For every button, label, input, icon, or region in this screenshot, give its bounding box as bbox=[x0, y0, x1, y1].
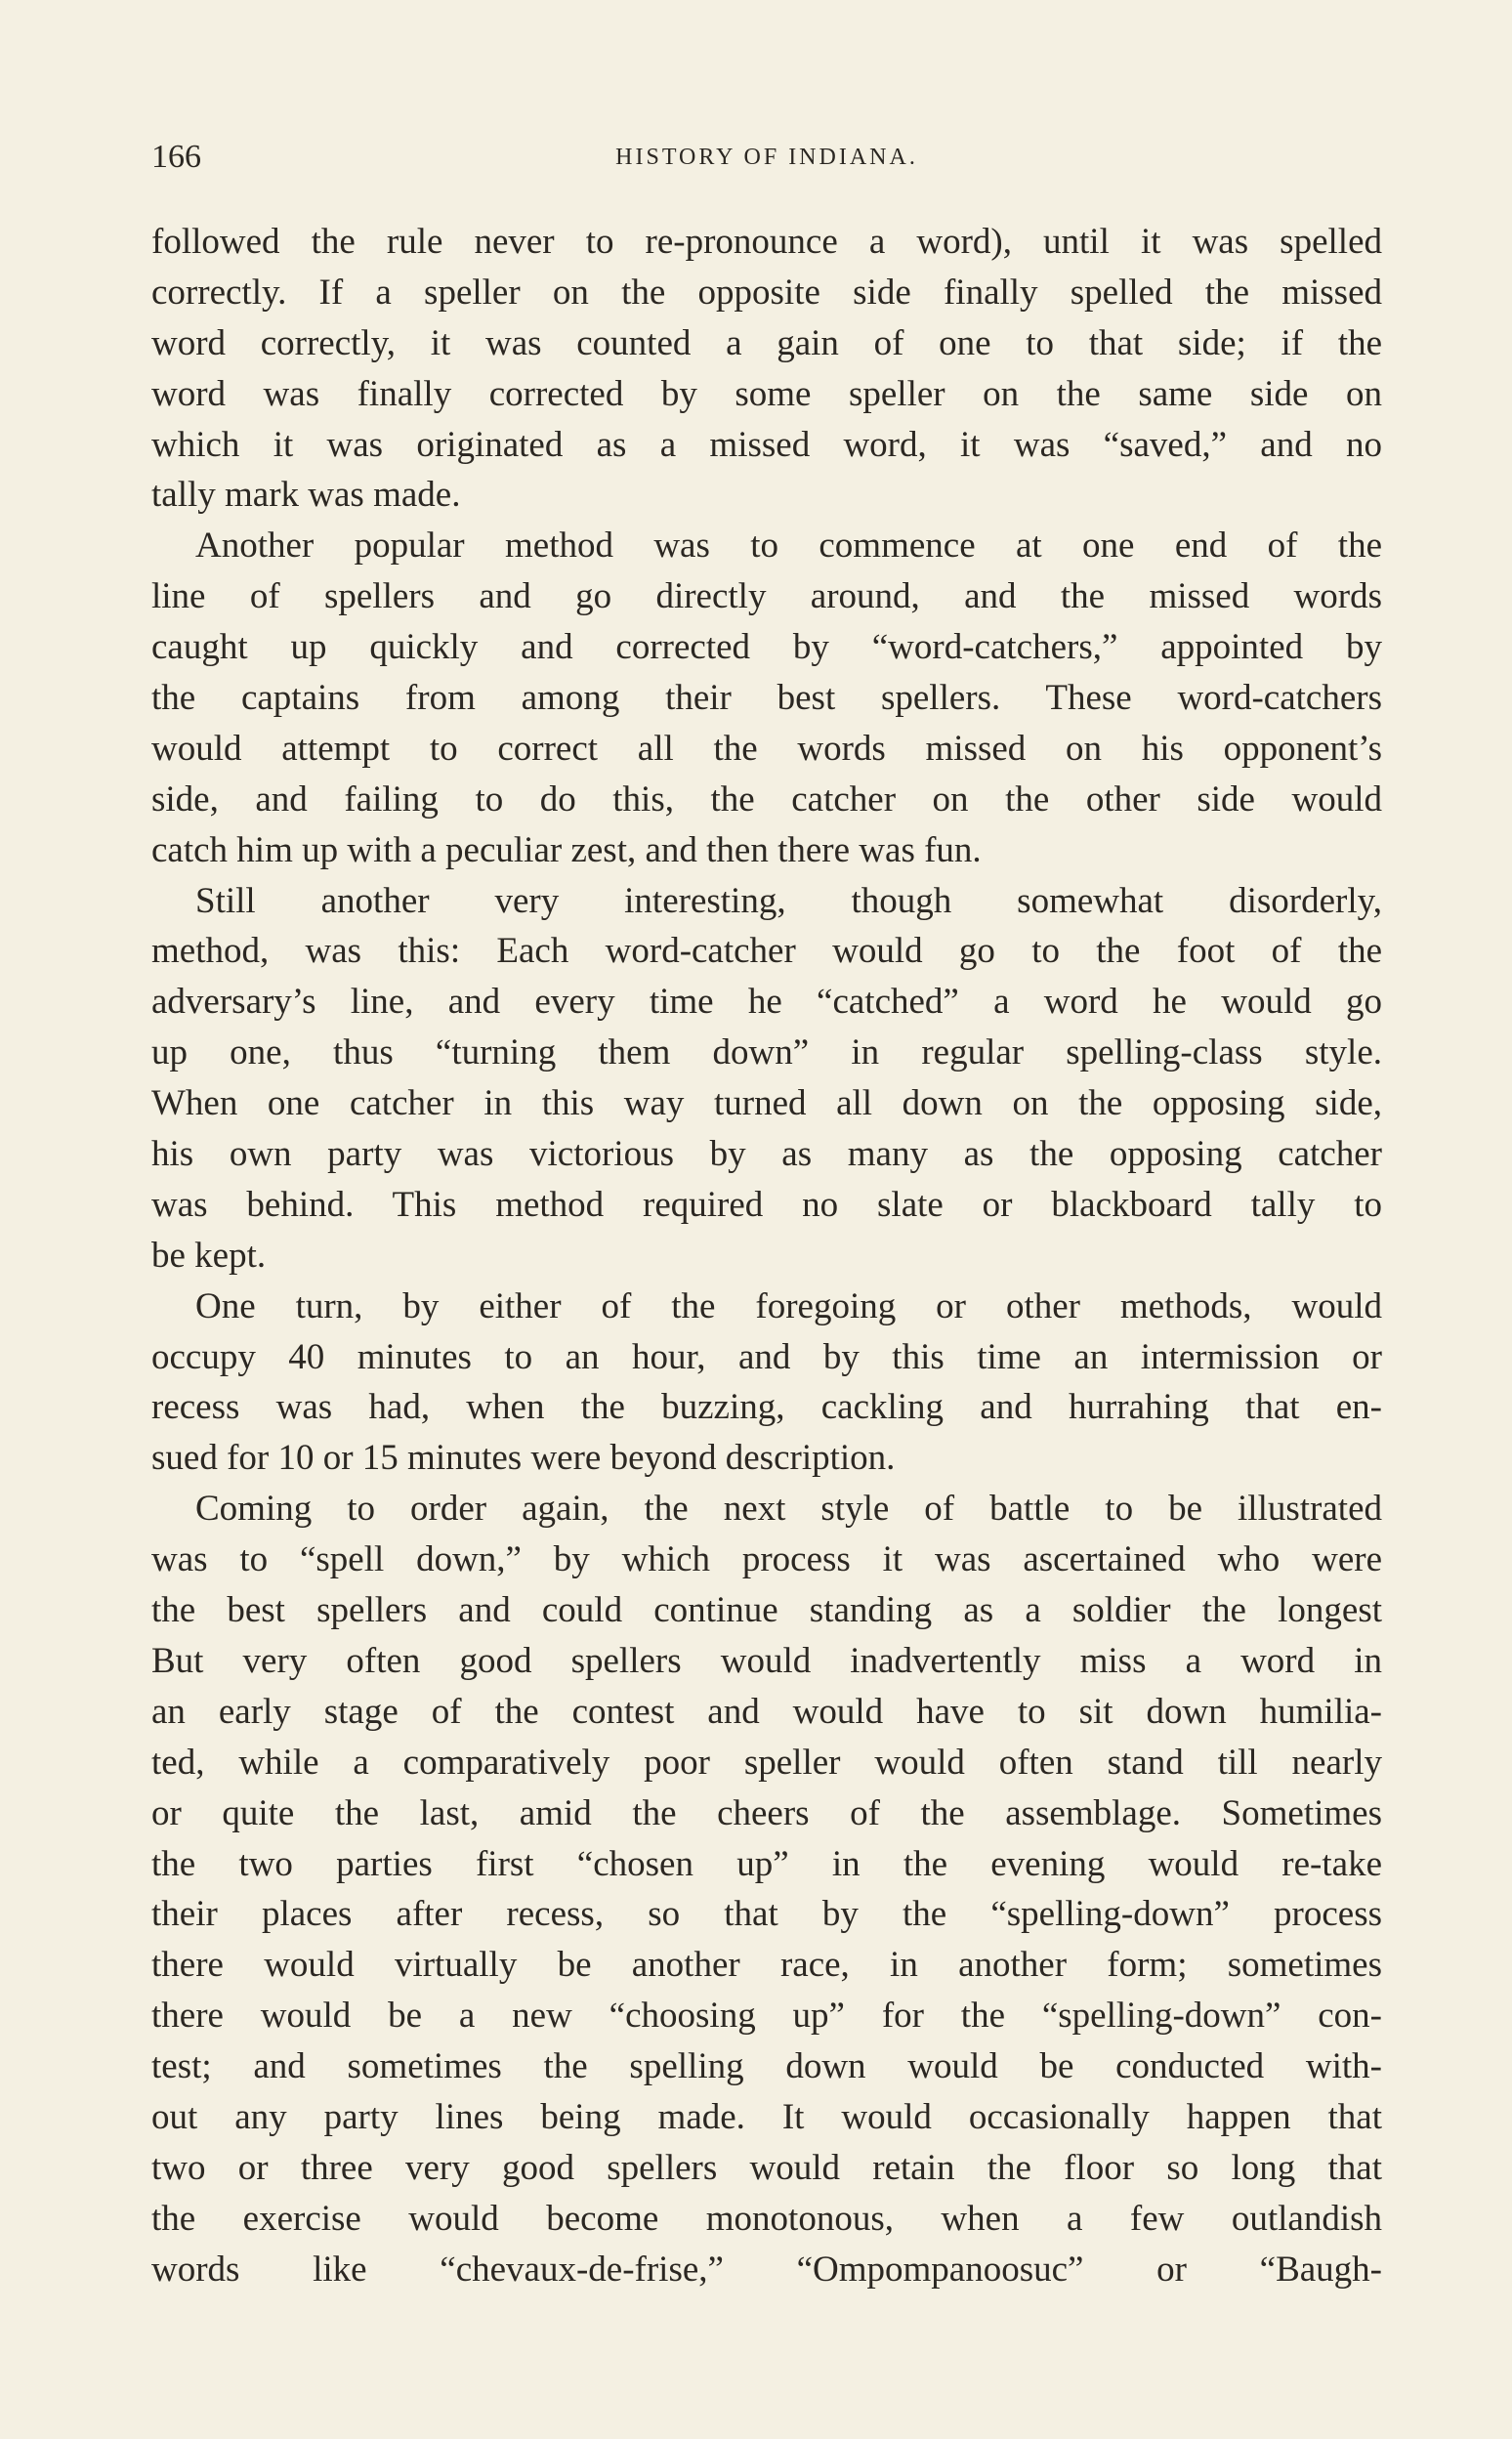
text-line: word was finally corrected by some speller on the same side on bbox=[151, 373, 1382, 414]
text-line: or quite the last, amid the cheers of the assemblage. Sometimes bbox=[151, 1792, 1382, 1833]
text-line: One turn, by either of the foregoing or other methods, would bbox=[195, 1285, 1382, 1326]
text-line: two or three very good spellers would retain the floor so long that bbox=[151, 2147, 1382, 2188]
text-line: followed the rule never to re-pronounce a word), until it was spelled bbox=[151, 222, 1382, 262]
text-line: recess was had, when the buzzing, cackling and hurrahing that en- bbox=[151, 1387, 1382, 1428]
text-line: which it was originated as a missed word, it was “saved,” and no bbox=[151, 424, 1382, 465]
text-line: ted, while a comparatively poor speller would often stand till nearly bbox=[151, 1742, 1382, 1783]
text-line: test; and sometimes the spelling down would be conducted with- bbox=[151, 2046, 1382, 2087]
text-line: tally mark was made. bbox=[151, 475, 461, 516]
text-line: catch him up with a peculiar zest, and then there was fun. bbox=[151, 829, 982, 870]
text-line: would attempt to correct all the words missed on his opponent’s bbox=[151, 728, 1382, 769]
paragraph bbox=[151, 217, 1382, 521]
text-line: occupy 40 minutes to an hour, and by this time an intermission or bbox=[151, 1336, 1382, 1377]
page-header bbox=[151, 139, 1382, 178]
text-line: sued for 10 or 15 minutes were beyond description. bbox=[151, 1438, 896, 1479]
running-title: HISTORY OF INDIANA. bbox=[615, 145, 918, 170]
text-line: caught up quickly and corrected by “word-catchers,” appointed by bbox=[151, 627, 1382, 668]
text-line: was to “spell down,” by which process it was ascertained who were bbox=[151, 1539, 1382, 1580]
text-line: Another popular method was to commence at one end of the bbox=[195, 526, 1382, 567]
text-line: the best spellers and could continue standing as a soldier the longest bbox=[151, 1590, 1382, 1631]
text-line: there would virtually be another race, in another form; sometimes bbox=[151, 1945, 1382, 1986]
text-line: Coming to order again, the next style of battle to be illustrated bbox=[195, 1489, 1382, 1530]
text-line: Still another very interesting, though somewhat disorderly, bbox=[195, 880, 1382, 921]
text-line: When one catcher in this way turned all down on the opposing side, bbox=[151, 1083, 1382, 1124]
text-line: up one, thus “turning them down” in regular spelling-class style. bbox=[151, 1032, 1382, 1073]
page-number: 166 bbox=[151, 139, 201, 175]
paragraph bbox=[151, 521, 1382, 875]
paragraph bbox=[151, 876, 1382, 1282]
text-line: words like “chevaux-de-frise,” “Ompompanoosuc” or “Baugh- bbox=[151, 2249, 1382, 2290]
paragraph bbox=[151, 1484, 1382, 2294]
text-line: an early stage of the contest and would have to sit down humilia- bbox=[151, 1691, 1382, 1732]
text-line: correctly. If a speller on the opposite side finally spelled the missed bbox=[151, 272, 1382, 313]
paragraph bbox=[151, 1282, 1382, 1485]
text-line: his own party was victorious by as many as the opposing catcher bbox=[151, 1134, 1382, 1175]
text-line: line of spellers and go directly around, and the missed words bbox=[151, 576, 1382, 617]
text-line: adversary’s line, and every time he “catched” a word he would go bbox=[151, 982, 1382, 1023]
text-line: was behind. This method required no slate or blackboard tally to bbox=[151, 1184, 1382, 1225]
text-line: the exercise would become monotonous, when a few outlandish bbox=[151, 2198, 1382, 2239]
text-line: the two parties first “chosen up” in the evening would re-take bbox=[151, 1843, 1382, 1884]
text-line: method, was this: Each word-catcher would go to the foot of the bbox=[151, 931, 1382, 972]
body-text bbox=[151, 217, 1382, 2295]
text-line: their places after recess, so that by the “spelling-down” process bbox=[151, 1894, 1382, 1935]
text-line: there would be a new “choosing up” for the “spelling-down” con- bbox=[151, 1996, 1382, 2037]
text-line: out any party lines being made. It would occasionally happen that bbox=[151, 2096, 1382, 2137]
text-line: the captains from among their best spellers. These word-catchers bbox=[151, 678, 1382, 719]
text-line: But very often good spellers would inadvertently miss a word in bbox=[151, 1640, 1382, 1681]
text-line: be kept. bbox=[151, 1235, 267, 1276]
text-line: word correctly, it was counted a gain of one to that side; if the bbox=[151, 322, 1382, 363]
text-line: side, and failing to do this, the catcher on the other side would bbox=[151, 778, 1382, 820]
